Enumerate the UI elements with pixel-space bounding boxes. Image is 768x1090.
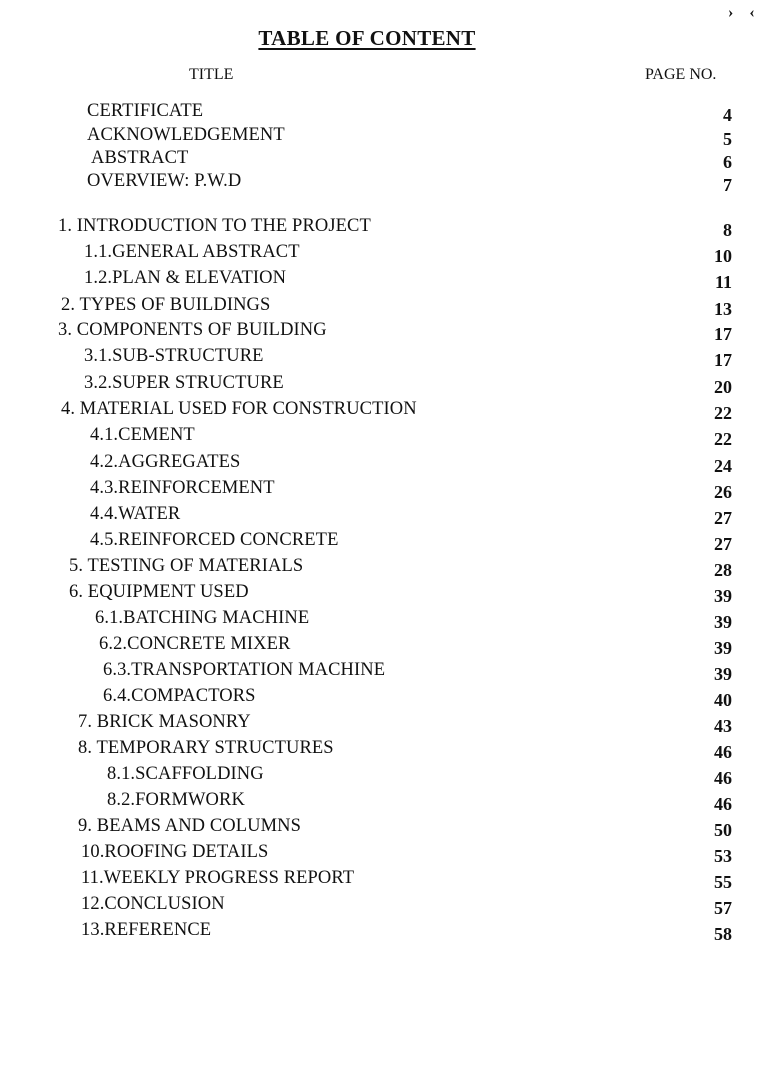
toc-entry-page: 17 (714, 324, 732, 344)
toc-entry (0, 582, 740, 606)
toc-entry-label: 1.1.GENERAL ABSTRACT (84, 242, 300, 262)
toc-entry (0, 452, 740, 476)
toc-entry-page: 46 (714, 742, 732, 762)
toc-entry-page: 4 (723, 105, 732, 125)
toc-entry (0, 101, 740, 125)
corner-mark: › ‹ (728, 4, 761, 21)
toc-entry-label: OVERVIEW: P.W.D (87, 171, 242, 191)
toc-entry-page: 57 (714, 898, 732, 918)
toc-entry (0, 530, 740, 554)
toc-entry (0, 504, 740, 528)
toc-entry-page: 22 (714, 429, 732, 449)
toc-entry (0, 920, 740, 944)
toc-entry-page: 20 (714, 377, 732, 397)
toc-entry-label: 8.2.FORMWORK (107, 790, 245, 810)
toc-entry (0, 660, 740, 684)
toc-entry-label: 12.CONCLUSION (81, 894, 225, 914)
toc-entry-page: 27 (714, 508, 732, 528)
toc-entry (0, 712, 740, 736)
toc-entry-page: 22 (714, 403, 732, 423)
toc-entry-page: 39 (714, 612, 732, 632)
toc-entry-label: 3.1.SUB-STRUCTURE (84, 346, 264, 366)
toc-entry-page: 26 (714, 482, 732, 502)
toc-entry-label: 6.4.COMPACTORS (103, 686, 256, 706)
toc-entry (0, 634, 740, 658)
toc-entry-page: 40 (714, 690, 732, 710)
toc-entry-label: 4.3.REINFORCEMENT (90, 478, 275, 498)
toc-entry (0, 373, 740, 397)
toc-entry-label: ABSTRACT (91, 148, 189, 168)
toc-entry (0, 764, 740, 788)
toc-entry-label: 13.REFERENCE (81, 920, 212, 940)
toc-entry-page: 55 (714, 872, 732, 892)
toc-entry-label: 1.2.PLAN & ELEVATION (84, 268, 287, 288)
toc-entry-page: 39 (714, 664, 732, 684)
toc-entry (0, 346, 740, 370)
toc-entry-page: 11 (714, 272, 732, 292)
column-header-title: TITLE (189, 66, 234, 83)
toc-entry (0, 148, 740, 172)
toc-entry-label: 11.WEEKLY PROGRESS REPORT (81, 868, 355, 888)
toc-entry (0, 842, 740, 866)
toc-entry-label: 2. TYPES OF BUILDINGS (61, 295, 271, 315)
toc-entry-label: 10.ROOFING DETAILS (81, 842, 269, 862)
toc-entry-label: 3. COMPONENTS OF BUILDING (58, 320, 327, 340)
toc-entry-label: 4. MATERIAL USED FOR CONSTRUCTION (61, 399, 417, 419)
toc-entry-page: 10 (714, 246, 732, 266)
toc-entry-label: 9. BEAMS AND COLUMNS (78, 816, 302, 836)
toc-entry-page: 8 (723, 220, 732, 240)
toc-entry-page: 17 (714, 350, 732, 370)
toc-entry-label: 4.1.CEMENT (90, 425, 195, 445)
toc-entry-page: 50 (714, 820, 732, 840)
toc-entry-label: 1. INTRODUCTION TO THE PROJECT (58, 216, 371, 236)
toc-entry (0, 478, 740, 502)
toc-entry-page: 6 (723, 152, 732, 172)
toc-entry (0, 686, 740, 710)
toc-entry (0, 608, 740, 632)
toc-entry-page: 13 (714, 299, 732, 319)
toc-entry-page: 58 (714, 924, 732, 944)
toc-entry (0, 868, 740, 892)
toc-entry-label: ACKNOWLEDGEMENT (87, 125, 285, 145)
toc-entry-page: 5 (723, 129, 732, 149)
toc-entry-label: 4.4.WATER (90, 504, 181, 524)
toc-entry-label: 4.2.AGGREGATES (90, 452, 241, 472)
toc-entry (0, 738, 740, 762)
toc-entry-label: 5. TESTING OF MATERIALS (69, 556, 304, 576)
toc-entry (0, 242, 740, 266)
toc-entry-label: 8. TEMPORARY STRUCTURES (78, 738, 334, 758)
toc-entry-label: 6.1.BATCHING MACHINE (95, 608, 310, 628)
toc-entry-page: 24 (714, 456, 732, 476)
toc-entry-page: 27 (714, 534, 732, 554)
toc-entry-label: 6. EQUIPMENT USED (69, 582, 249, 602)
toc-entry (0, 295, 740, 319)
toc-entry-label: 8.1.SCAFFOLDING (107, 764, 264, 784)
toc-entry-page: 46 (714, 768, 732, 788)
toc-entry-label: CERTIFICATE (87, 101, 204, 121)
toc-entry (0, 894, 740, 918)
toc-entry-page: 46 (714, 794, 732, 814)
toc-entry (0, 320, 740, 344)
toc-entry (0, 125, 740, 149)
toc-entry (0, 268, 740, 292)
toc-entry (0, 216, 740, 240)
toc-entry-page: 53 (714, 846, 732, 866)
toc-entry-label: 7. BRICK MASONRY (78, 712, 251, 732)
toc-entry (0, 425, 740, 449)
toc-entry-page: 28 (714, 560, 732, 580)
toc-entry-label: 4.5.REINFORCED CONCRETE (90, 530, 339, 550)
toc-entry-page: 39 (714, 638, 732, 658)
toc-entry (0, 399, 740, 423)
toc-entry-label: 6.3.TRANSPORTATION MACHINE (103, 660, 386, 680)
toc-entry (0, 816, 740, 840)
toc-entry (0, 790, 740, 814)
column-header-page: PAGE NO. (645, 66, 717, 83)
toc-entry-page: 7 (723, 175, 732, 195)
toc-entry-label: 6.2.CONCRETE MIXER (99, 634, 291, 654)
toc-entry-label: 3.2.SUPER STRUCTURE (84, 373, 284, 393)
page-title: TABLE OF CONTENT (258, 26, 476, 50)
toc-entry (0, 171, 740, 195)
toc-entry-page: 43 (714, 716, 732, 736)
toc-entry (0, 556, 740, 580)
toc-entry-page: 39 (714, 586, 732, 606)
